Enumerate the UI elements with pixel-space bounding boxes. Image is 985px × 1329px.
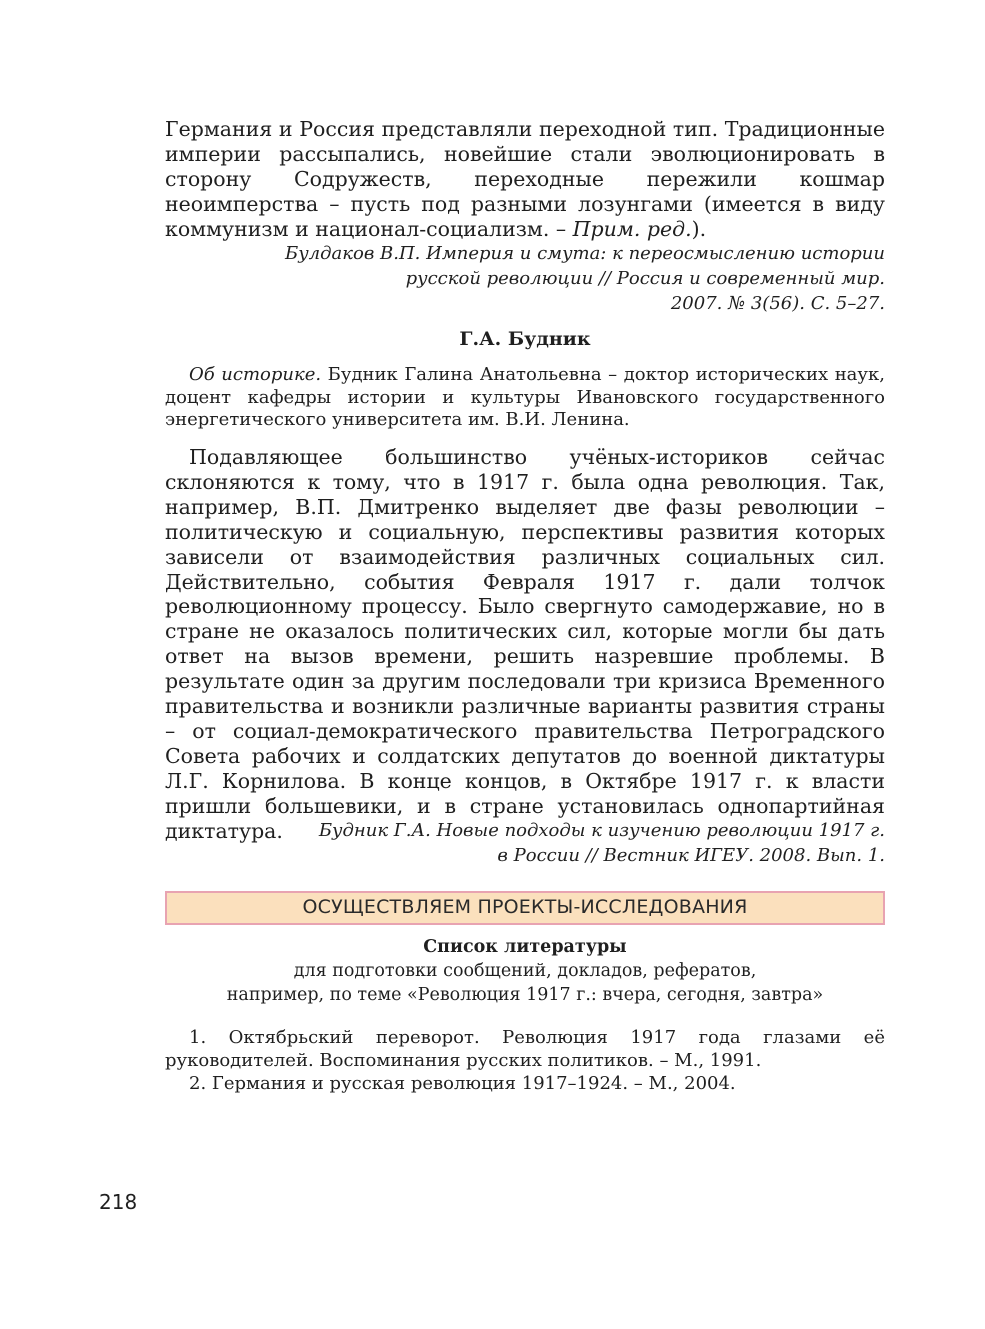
source-citation-1 (165, 241, 885, 316)
literature-list (165, 1026, 885, 1095)
source1-line1: Булдаков В.П. Империя и смута: к переосмыслению истории (284, 243, 885, 264)
about-lead: Об историке. (189, 364, 322, 385)
quote-text: Германия и Россия представляли переходной тип. Традиционные империи рассыпались, новейшие стали эволюционировать в сторону Содружеств, переходные пережили кошмар неоимперства – пусть под разными лозунгами (имеется в виду коммунизм и национал-социализм. – (165, 117, 885, 241)
about-text: Будник Галина Анатольевна – доктор исторических наук, доцент кафедры истории и культуры Ивановского государственного энергетического университета им. В.И. Ленина. (165, 364, 885, 430)
quote-tail: ). (691, 216, 707, 241)
page-number: 218 (99, 1190, 138, 1214)
quote-continuation (165, 117, 885, 242)
source2-line2: в России // Вестник ИГЕУ. 2008. Вып. 1. (497, 845, 885, 866)
list-item: 1. Октябрьский переворот. Революция 1917 года глазами её руководителей. Воспоминания русских политиков. – М., 1991. (165, 1027, 885, 1071)
literature-title: Список литературы (423, 937, 627, 957)
source1-line3: 2007. № 3(56). С. 5–27. (670, 293, 885, 314)
list-item: 2. Германия и русская революция 1917–1924. – М., 2004. (189, 1073, 736, 1094)
source-citation-2 (165, 818, 885, 868)
editor-note: Прим. ред. (572, 216, 692, 241)
source1-line2: русской революции // Россия и современный мир. (405, 268, 885, 289)
source2-line1: Будник Г.А. Новые подходы к изучению революции 1917 г. (318, 820, 885, 841)
author-heading: Г.А. Будник (459, 328, 591, 350)
about-historian (165, 364, 885, 432)
section-banner: ОСУЩЕСТВЛЯЕМ ПРОЕКТЫ-ИССЛЕДОВАНИЯ (165, 891, 885, 925)
literature-subtitle-line1: для подготовки сообщений, докладов, рефератов, (293, 961, 757, 981)
main-paragraph: Подавляющее большинство учёных-историков сейчас склоняются к тому, что в 1917 г. была одна революция. Так, например, В.П. Дмитренко выделяет две фазы революции – политическую и социальную, перспективы развития которых зависели от взаимодействия различных социальных сил. Действительно, события Февраля 1917 г. дали толчок революционному процессу. Было свергнуто самодержавие, но в стране не оказалось политических сил, которые могли бы дать ответ на вызов времени, решить назревшие проблемы. В результате один за другим последовали три кризиса Временного правительства и возникли различные варианты развития страны – от социал-демократического правительства Петроградского Совета рабочих и солдатских депутатов до военной диктатуры Л.Г. Корнилова. В конце концов, в Октябре 1917 г. к власти пришли большевики, и в стране установилась однопартийная диктатура. (165, 445, 885, 843)
literature-subtitle-line2: например, по теме «Революция 1917 г.: вчера, сегодня, завтра» (226, 985, 824, 1005)
literature-subtitle (165, 959, 885, 1007)
